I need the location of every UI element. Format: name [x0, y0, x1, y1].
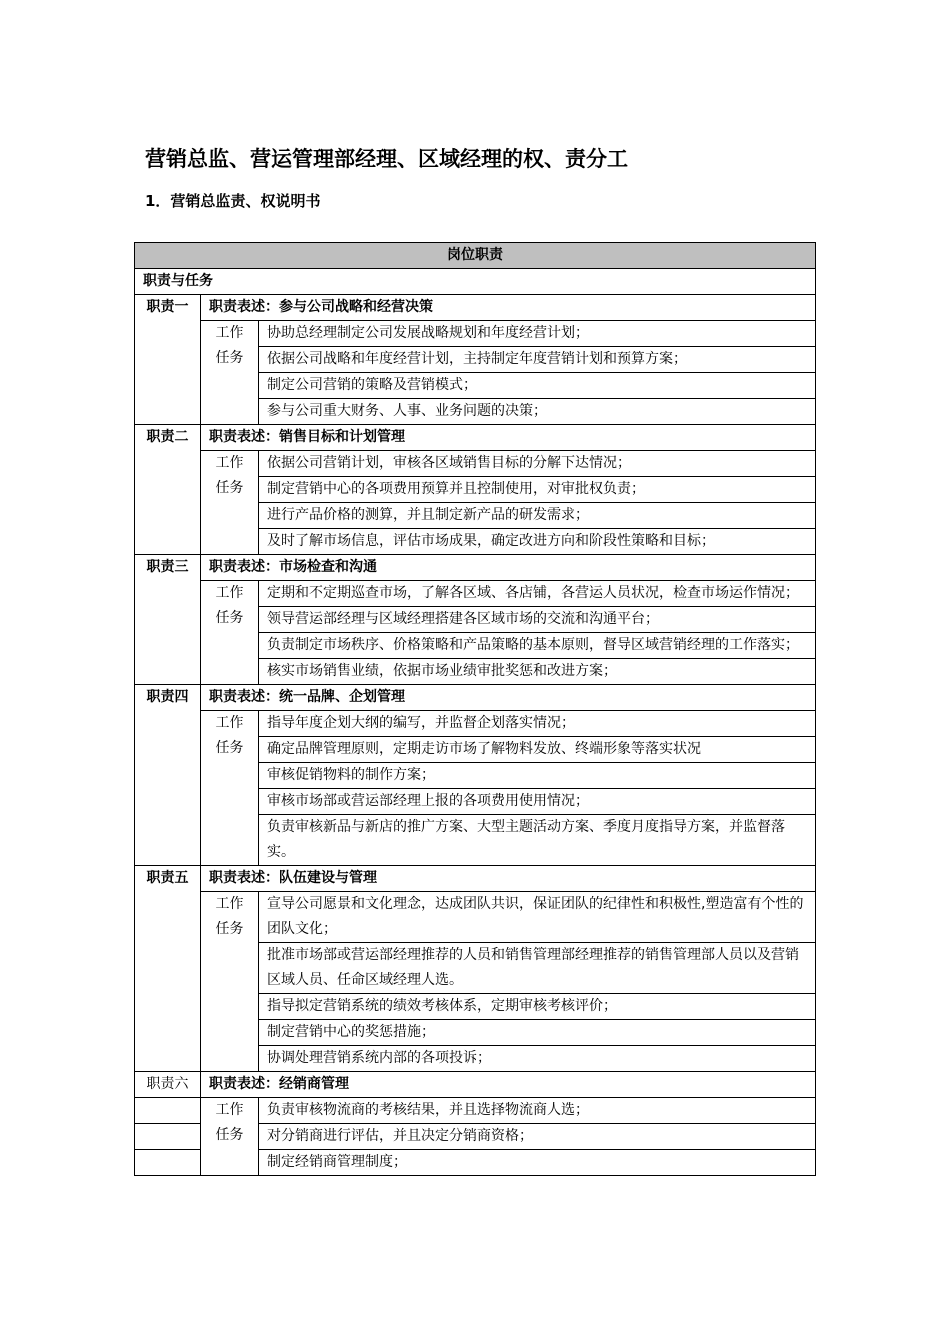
task-item: 核实市场销售业绩，依据市场业绩审批奖惩和改进方案； [259, 659, 816, 685]
section-label: 职责与任务 [135, 269, 816, 295]
duties-table [134, 242, 816, 1176]
task-item: 负责审核物流商的考核结果，并且选择物流商人选； [259, 1098, 816, 1124]
duty-description: 职责表述：销售目标和计划管理 [201, 425, 816, 451]
blank-cell [135, 1124, 201, 1150]
page-title: 营销总监、营运管理部经理、区域经理的权、责分工 [145, 147, 628, 171]
duties-table-container [134, 242, 815, 1176]
duty-label: 职责三 [135, 555, 201, 685]
work-task-label: 工作 任务 [201, 711, 259, 866]
task-item: 制定营销中心的奖惩措施； [259, 1020, 816, 1046]
task-item: 制定公司营销的策略及营销模式； [259, 373, 816, 399]
duty-row [135, 295, 816, 321]
duty-label: 职责二 [135, 425, 201, 555]
duty-label: 职责四 [135, 685, 201, 866]
duty-label: 职责五 [135, 866, 201, 1072]
duty-row [135, 555, 816, 581]
task-item: 依据公司战略和年度经营计划，主持制定年度营销计划和预算方案； [259, 347, 816, 373]
work-task-label: 工作 任务 [201, 892, 259, 1072]
duty-row [135, 866, 816, 892]
task-item: 指导拟定营销系统的绩效考核体系，定期审核考核评价； [259, 994, 816, 1020]
section-heading: 1．营销总监责、权说明书 [145, 192, 321, 210]
section-row [135, 269, 816, 295]
duty-description: 职责表述：队伍建设与管理 [201, 866, 816, 892]
duty-row [135, 1072, 816, 1098]
task-item: 负责制定市场秩序、价格策略和产品策略的基本原则，督导区域营销经理的工作落实； [259, 633, 816, 659]
task-item: 对分销商进行评估，并且决定分销商资格； [259, 1124, 816, 1150]
task-item: 及时了解市场信息，评估市场成果，确定改进方向和阶段性策略和目标； [259, 529, 816, 555]
work-task-label: 工作 任务 [201, 1098, 259, 1176]
duty-row [135, 425, 816, 451]
task-item: 指导年度企划大纲的编写，并监督企划落实情况； [259, 711, 816, 737]
task-item: 批准市场部或营运部经理推荐的人员和销售管理部经理推荐的销售管理部人员以及营销区域人员、任命区域经理人选。 [259, 943, 816, 994]
work-task-label: 工作 任务 [201, 321, 259, 425]
table-header-row [135, 243, 816, 269]
task-item: 制定经销商管理制度； [259, 1150, 816, 1176]
work-task-label: 工作 任务 [201, 581, 259, 685]
task-item: 宣导公司愿景和文化理念，达成团队共识，保证团队的纪律性和积极性,塑造富有个性的团队文化； [259, 892, 816, 943]
duty-description: 职责表述：经销商管理 [201, 1072, 816, 1098]
task-item: 定期和不定期巡查市场，了解各区域、各店铺，各营运人员状况，检查市场运作情况； [259, 581, 816, 607]
task-item: 确定品牌管理原则，定期走访市场了解物料发放、终端形象等落实状况 [259, 737, 816, 763]
task-item: 参与公司重大财务、人事、业务问题的决策； [259, 399, 816, 425]
work-task-label: 工作 任务 [201, 451, 259, 555]
task-item: 领导营运部经理与区域经理搭建各区域市场的交流和沟通平台； [259, 607, 816, 633]
task-row [135, 581, 816, 607]
duty-description: 职责表述：参与公司战略和经营决策 [201, 295, 816, 321]
task-item: 审核市场部或营运部经理上报的各项费用使用情况； [259, 789, 816, 815]
task-row [135, 711, 816, 737]
blank-cell [135, 1098, 201, 1124]
task-row [135, 451, 816, 477]
task-item: 审核促销物料的制作方案； [259, 763, 816, 789]
task-row [135, 1098, 816, 1124]
task-row [135, 892, 816, 943]
duty-label: 职责一 [135, 295, 201, 425]
task-item: 负责审核新品与新店的推广方案、大型主题活动方案、季度月度指导方案，并监督落实。 [259, 815, 816, 866]
task-item: 制定营销中心的各项费用预算并且控制使用，对审批权负责； [259, 477, 816, 503]
blank-cell [135, 1150, 201, 1176]
duty-description: 职责表述：市场检查和沟通 [201, 555, 816, 581]
table-header: 岗位职责 [135, 243, 816, 269]
duty-label: 职责六 [135, 1072, 201, 1098]
task-item: 依据公司营销计划，审核各区域销售目标的分解下达情况； [259, 451, 816, 477]
task-item: 协调处理营销系统内部的各项投诉； [259, 1046, 816, 1072]
task-row [135, 321, 816, 347]
task-item: 协助总经理制定公司发展战略规划和年度经营计划； [259, 321, 816, 347]
duty-description: 职责表述：统一品牌、企划管理 [201, 685, 816, 711]
task-item: 进行产品价格的测算，并且制定新产品的研发需求； [259, 503, 816, 529]
duty-row [135, 685, 816, 711]
